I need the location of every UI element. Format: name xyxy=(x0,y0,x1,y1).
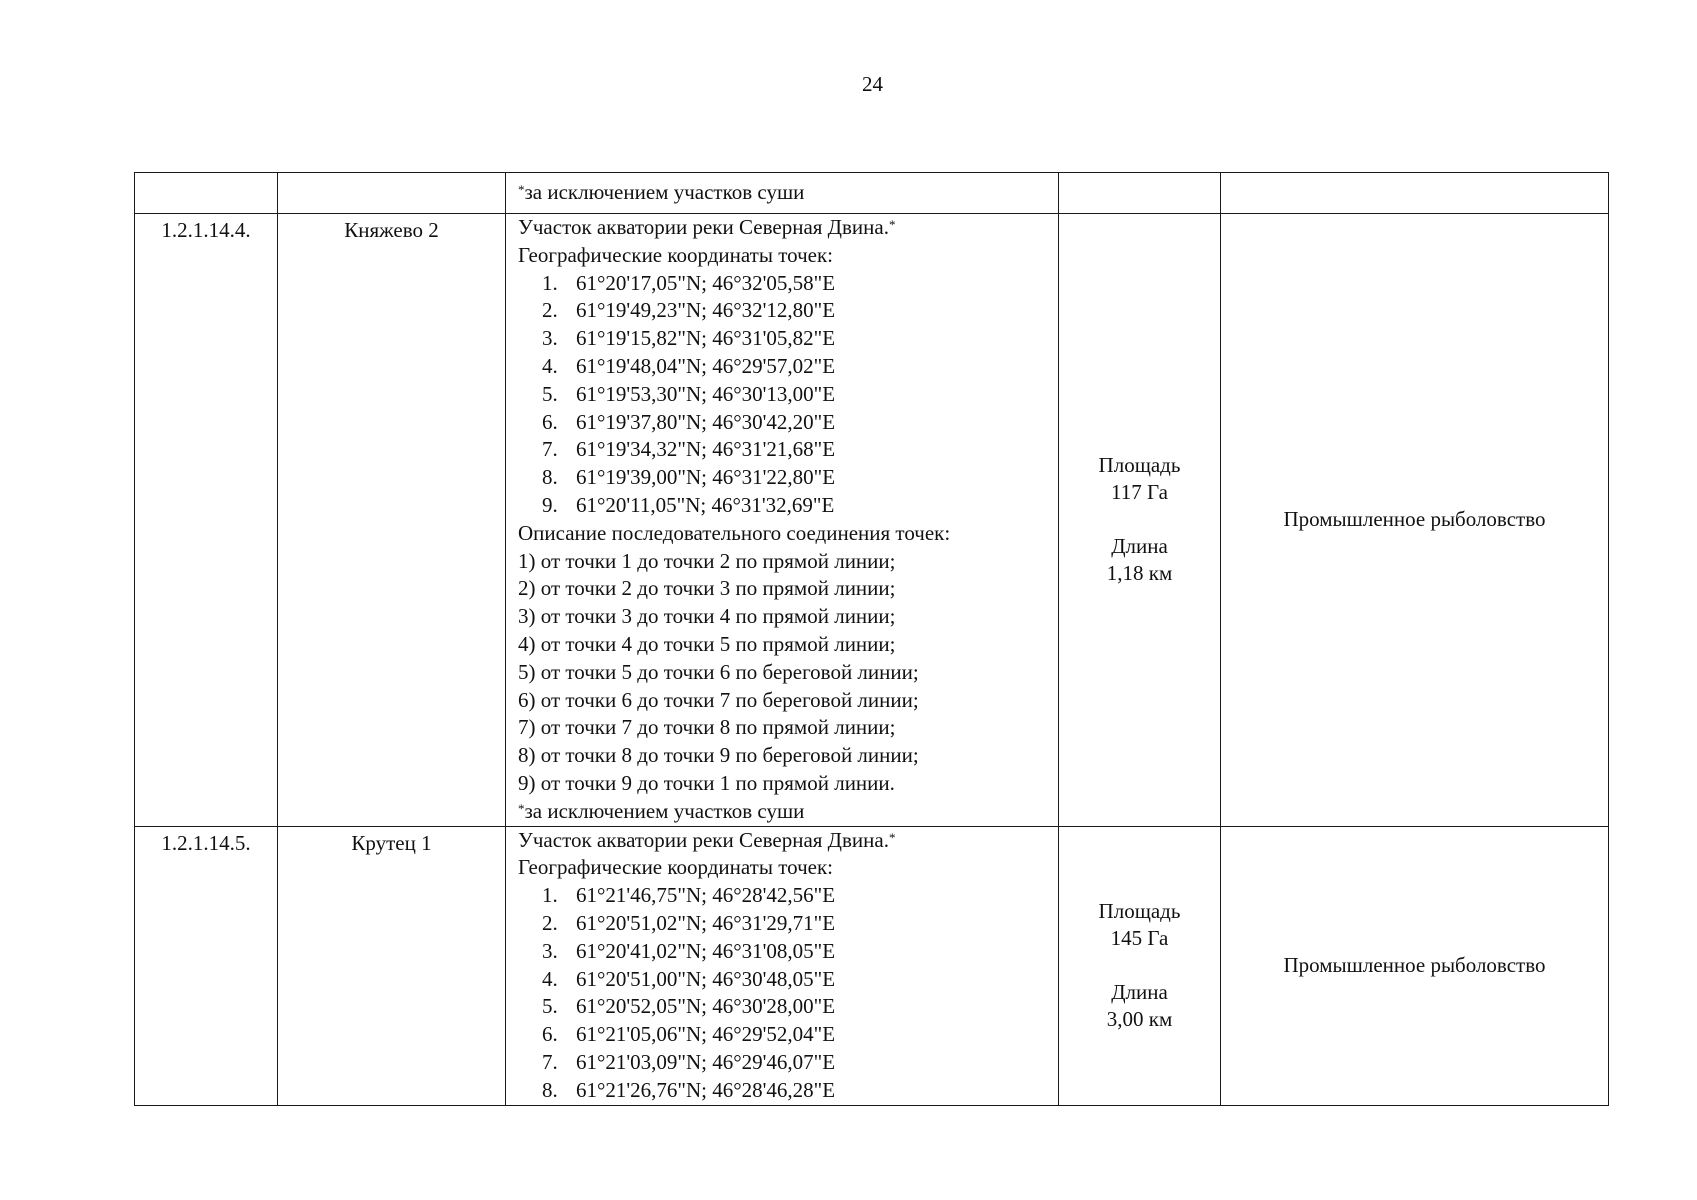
cell-name: Княжево 2 xyxy=(278,214,506,827)
table-row xyxy=(135,826,1609,1105)
coordinate-point: 8. 61°19'39,00"N; 46°31'22,80"E xyxy=(542,465,836,490)
coordinate-point: 5. 61°19'53,30"N; 46°30'13,00"E xyxy=(542,381,836,406)
coordinate-point: 7. 61°21'03,09"N; 46°29'46,07"E xyxy=(542,1049,836,1074)
connection-item: 2) от точки 2 до точки 3 по прямой линии; xyxy=(518,576,896,601)
cell-number: 1.2.1.14.5. xyxy=(135,826,278,1105)
connections-header: Описание последовательного соединения точек: xyxy=(518,520,951,545)
length-label: Длина xyxy=(1111,980,1168,1005)
area-title: Участок акватории реки Северная Двина.* xyxy=(518,827,896,852)
coordinate-point: 1. 61°20'17,05"N; 46°32'05,58"E xyxy=(542,270,836,295)
connection-item: 5) от точки 5 до точки 6 по береговой линии; xyxy=(518,659,919,684)
length-value: 3,00 км xyxy=(1106,1007,1173,1032)
connection-item: 3) от точки 3 до точки 4 по прямой линии; xyxy=(518,604,896,629)
fishing-areas-table xyxy=(134,172,1609,1106)
coordinate-point: 6. 61°21'05,06"N; 46°29'52,04"E xyxy=(542,1022,836,1047)
coordinate-point: 7. 61°19'34,32"N; 46°31'21,68"E xyxy=(542,437,836,462)
cell-usage: Промышленное рыболовство xyxy=(1221,826,1609,1105)
connection-item: 4) от точки 4 до точки 5 по прямой линии; xyxy=(518,631,896,656)
table-row-continuation xyxy=(135,173,1609,214)
connection-item: 1) от точки 1 до точки 2 по прямой линии; xyxy=(518,548,896,573)
cell-parameters xyxy=(1059,173,1221,214)
page-number: 24 xyxy=(862,72,883,96)
coordinate-point: 6. 61°19'37,80"N; 46°30'42,20"E xyxy=(542,409,836,434)
cell-description xyxy=(506,826,1059,1105)
coords-header: Географические координаты точек: xyxy=(518,855,833,880)
asterisk: * xyxy=(518,182,525,198)
cell-usage xyxy=(1221,173,1609,214)
area-value: 145 Га xyxy=(1110,926,1169,951)
length-value: 1,18 км xyxy=(1106,561,1173,586)
connection-item: 6) от точки 6 до точки 7 по береговой линии; xyxy=(518,687,919,712)
coordinate-point: 5. 61°20'52,05"N; 46°30'28,00"E xyxy=(542,994,836,1019)
length-label: Длина xyxy=(1111,534,1168,559)
connection-item: 7) от точки 7 до точки 8 по прямой линии; xyxy=(518,715,896,740)
connection-item: 8) от точки 8 до точки 9 по береговой линии; xyxy=(518,743,919,768)
cell-parameters xyxy=(1059,214,1221,827)
cell-name xyxy=(278,173,506,214)
coordinate-point: 2. 61°20'51,02"N; 46°31'29,71"E xyxy=(542,910,836,935)
footnote: *за исключением участков суши xyxy=(518,798,805,823)
cell-number xyxy=(135,173,278,214)
coordinate-point: 4. 61°19'48,04"N; 46°29'57,02"E xyxy=(542,353,836,378)
coordinate-point: 3. 61°20'41,02"N; 46°31'08,05"E xyxy=(542,938,836,963)
footnote: *за исключением участков суши xyxy=(518,180,805,205)
cell-name: Крутец 1 xyxy=(278,826,506,1105)
table-row xyxy=(135,214,1609,827)
coordinate-point: 2. 61°19'49,23"N; 46°32'12,80"E xyxy=(542,298,836,323)
area-value: 117 Га xyxy=(1111,480,1168,505)
cell-parameters xyxy=(1059,826,1221,1105)
asterisk: * xyxy=(888,829,896,845)
asterisk: * xyxy=(888,217,896,232)
area-label: Площадь xyxy=(1098,899,1181,924)
coordinate-point: 9. 61°20'11,05"N; 46°31'32,69"E xyxy=(542,492,835,517)
coordinate-point: 4. 61°20'51,00"N; 46°30'48,05"E xyxy=(542,966,836,991)
cell-description xyxy=(506,214,1059,827)
cell-description xyxy=(506,173,1059,214)
coordinate-point: 1. 61°21'46,75"N; 46°28'42,56"E xyxy=(542,883,836,908)
cell-number: 1.2.1.14.4. xyxy=(135,214,278,827)
area-label: Площадь xyxy=(1098,453,1181,478)
coordinate-point: 8. 61°21'26,76"N; 46°28'46,28"E xyxy=(542,1077,836,1102)
connection-item: 9) от точки 9 до точки 1 по прямой линии. xyxy=(518,770,895,795)
coordinate-point: 3. 61°19'15,82"N; 46°31'05,82"E xyxy=(542,326,836,351)
area-title: Участок акватории реки Северная Двина.* xyxy=(518,215,896,239)
cell-usage: Промышленное рыболовство xyxy=(1221,214,1609,827)
asterisk: * xyxy=(518,800,525,816)
coords-header: Географические координаты точек: xyxy=(518,242,833,267)
